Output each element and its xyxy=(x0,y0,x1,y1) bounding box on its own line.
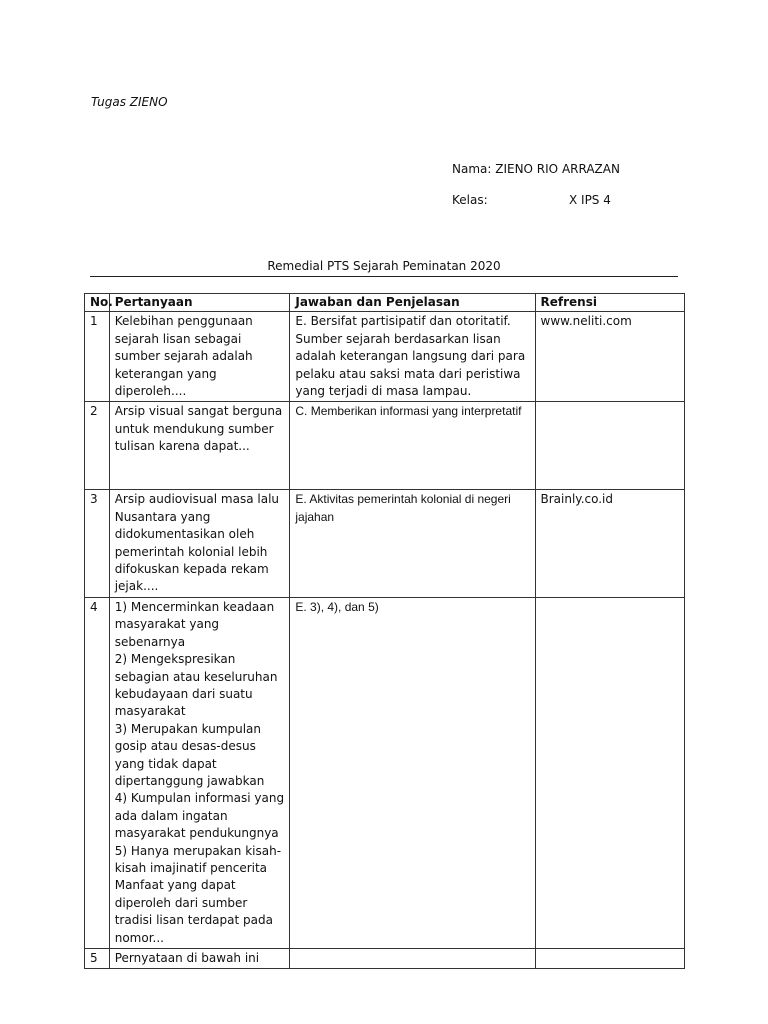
row-question: Kelebihan penggunaan sejarah lisan sebagai sumber sejarah adalah keterangan yang diperoleh.... xyxy=(109,312,290,402)
row-answer: E. Bersifat partisipatif dan otoritatif. Sumber sejarah berdasarkan lisan adalah keterangan langsung dari para pelaku atau saksi mata dari peristiwa yang terjadi di masa lampau. xyxy=(290,312,535,402)
question-line: 4) Kumpulan informasi yang ada dalam ingatan masyarakat pendukungnya xyxy=(114,791,285,841)
row-answer: C. Memberikan informasi yang interpretatif xyxy=(290,402,535,490)
table-row xyxy=(85,402,685,490)
row-question: Arsip audiovisual masa lalu Nusantara yang didokumentasikan oleh pemerintah kolonial lebih difokuskan kepada rekam jejak.... xyxy=(109,490,290,597)
row-reference: www.neliti.com xyxy=(535,312,684,402)
document-title: Remedial PTS Sejarah Peminatan 2020 xyxy=(267,259,501,273)
header-reference: Refrensi xyxy=(535,294,684,312)
table-row xyxy=(85,490,685,597)
row-question xyxy=(109,597,290,948)
table-row xyxy=(85,312,685,402)
assignment-label: Tugas ZIENO xyxy=(91,95,168,109)
header-no: No. xyxy=(85,294,110,312)
row-answer: E. Aktivitas pemerintah kolonial di negeri jajahan xyxy=(290,490,535,597)
row-reference: Brainly.co.id xyxy=(535,490,684,597)
row-number: 3 xyxy=(85,490,110,597)
row-question: Arsip visual sangat berguna untuk mendukung sumber tulisan karena dapat... xyxy=(109,402,290,490)
question-line: Manfaat yang dapat diperoleh dari sumber tradisi lisan terdapat pada nomor... xyxy=(114,878,273,945)
header-question: Pertanyaan xyxy=(109,294,290,312)
row-number: 5 xyxy=(85,949,110,969)
table-row xyxy=(85,597,685,948)
row-number: 1 xyxy=(85,312,110,402)
row-question: Pernyataan di bawah ini xyxy=(109,949,290,969)
row-reference xyxy=(535,597,684,948)
table-row xyxy=(85,949,685,969)
row-reference xyxy=(535,949,684,969)
header-answer: Jawaban dan Penjelasan xyxy=(290,294,535,312)
question-line: 1) Mencerminkan keadaan masyarakat yang sebenarnya xyxy=(114,599,275,649)
class-label: Kelas: xyxy=(452,193,488,207)
row-answer xyxy=(290,949,535,969)
row-answer: E. 3), 4), dan 5) xyxy=(290,597,535,948)
table-header-row xyxy=(85,294,685,312)
class-value: X IPS 4 xyxy=(569,193,611,207)
title-underline xyxy=(90,276,678,277)
row-reference xyxy=(535,402,684,490)
row-number: 4 xyxy=(85,597,110,948)
student-class xyxy=(452,193,612,207)
question-line: 5) Hanya merupakan kisah-kisah imajinatif pencerita xyxy=(114,843,282,875)
row-number: 2 xyxy=(85,402,110,490)
question-line: 3) Merupakan kumpulan gosip atau desas-desus yang tidak dapat dipertanggung jawabkan xyxy=(114,721,265,788)
qa-table xyxy=(84,293,685,969)
student-name: Nama: ZIENO RIO ARRAZAN xyxy=(452,162,620,176)
question-line: 2) Mengekspresikan sebagian atau keseluruhan kebudayaan dari suatu masyarakat xyxy=(114,652,278,719)
